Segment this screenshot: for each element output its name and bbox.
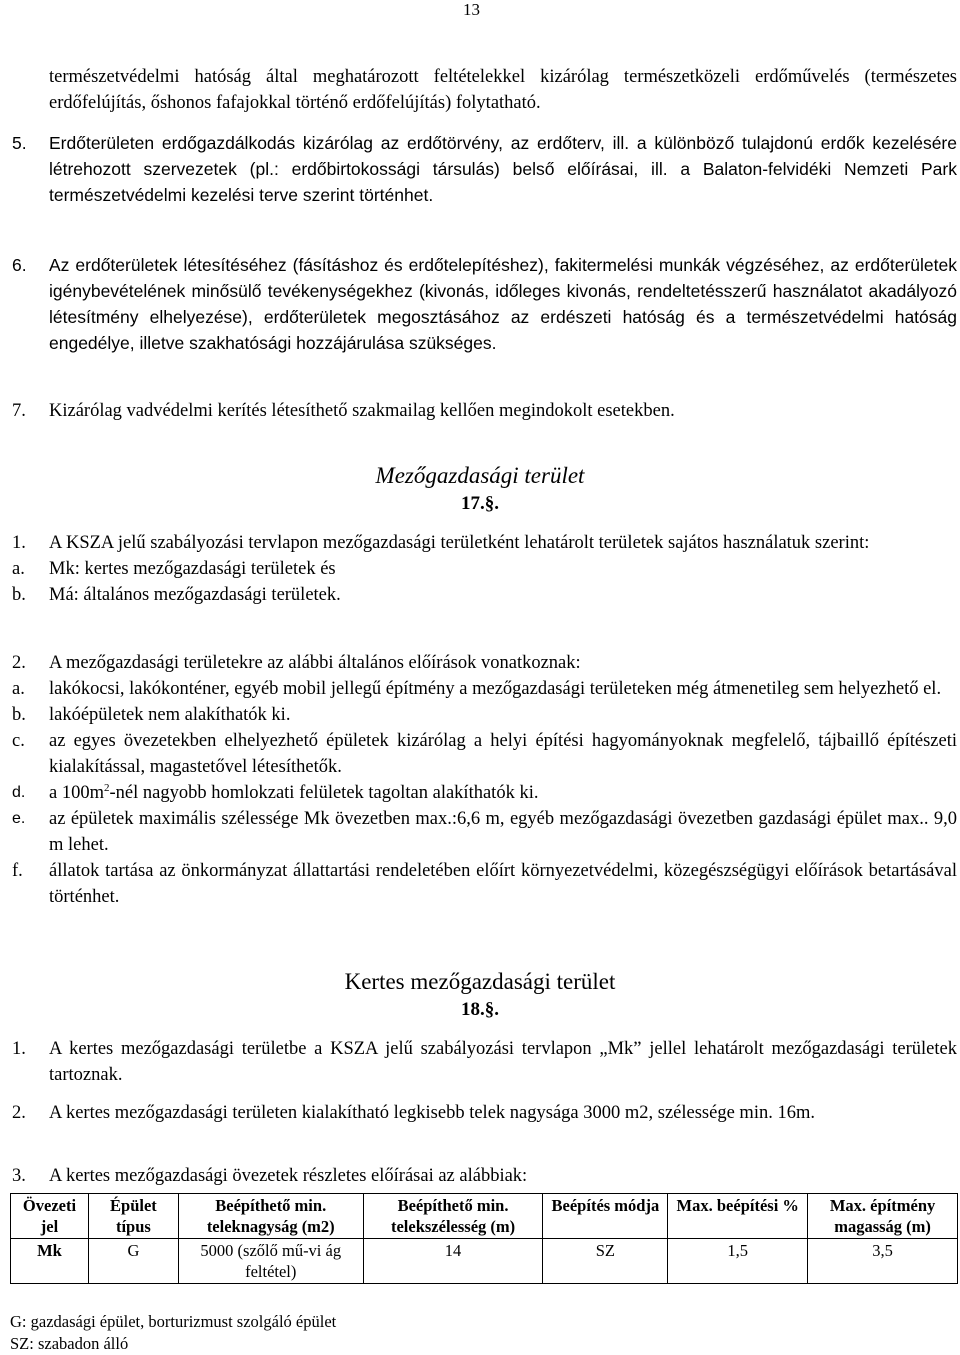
superscript: 2 <box>103 781 110 794</box>
forest-item-5 <box>12 130 957 208</box>
item-text: Erdőterületen erdőgazdálkodás kizárólag az erdőtörvény, az erdőterv, ill. a különböző tulajdonú erdők kezelésére létrehozott szervezetek (pl.: erdőbirtokossági társulás) belső előírásai, ill. a Balaton-felvidéki Nemzeti Park természetvédelmi kezelési terve szerint történhet. <box>49 133 957 205</box>
item-text: Az erdőterületek létesítéséhez (fásításhoz és erdőtelepítéshez), fakitermelési munkák végzéséhez, az erdőterületek igénybevételének minősülő tevékenységekhez (kivonás, időleges kivonás, rendeltetésszerű használatot akadályozó létesítmény elhelyezése), erdőterületek megosztásához az erdészeti hatóság és a természetvédelmi hatóság engedélye, illetve szakhatósági hozzájárulása szükséges. <box>49 255 957 353</box>
section-18-heading <box>0 968 960 1024</box>
section-17-heading <box>0 462 960 518</box>
item-text: A KSZA jelű szabályozási tervlapon mezőgazdasági területként lehatárolt területek sajátos használatuk szerint: <box>49 533 870 553</box>
sub-text-before: a 100m <box>49 783 104 803</box>
sub-item-b <box>12 702 957 728</box>
sub-letter: c. <box>12 731 25 751</box>
table-cell: 14 <box>363 1239 543 1284</box>
header-cell: Beépítés módja <box>543 1194 668 1239</box>
table-row <box>11 1239 958 1284</box>
header-cell: Épület típus <box>88 1194 178 1239</box>
s18-item-2 <box>12 1100 957 1126</box>
s17-item-1 <box>12 530 957 608</box>
sub-text: Má: általános mezőgazdasági területek. <box>49 585 341 605</box>
sub-item <box>12 582 957 608</box>
item-text: A kertes mezőgazdasági területen kialakítható legkisebb telek nagysága 3000 m2, szélessége min. 16m. <box>49 1103 815 1123</box>
header-cell: Övezeti jel <box>11 1194 89 1239</box>
sub-text: az egyes övezetekben elhelyezhető épületek kizárólag a helyi építési hagyományoknak megfelelő, tájbaillő építészeti kialakítással, magastetővel létesíthetők. <box>49 731 957 777</box>
forest-item-7 <box>12 398 957 424</box>
sub-text: lakókocsi, lakókonténer, egyéb mobil jellegű építmény a mezőgazdasági területeken még átmenetileg sem helyezhető el. <box>49 679 942 699</box>
footnote-g: G: gazdasági épület, borturizmust szolgáló épület <box>10 1312 337 1331</box>
item-number: 7. <box>12 401 26 421</box>
zone-requirements-table <box>10 1193 958 1284</box>
intro-text: természetvédelmi hatóság által meghatározott feltételekkel kizárólag természetközeli erdőművelés (természetes erdőfelújítás, őshonos fafajokkal történő erdőfelújítás) folytatható. <box>49 67 957 113</box>
item-text: A kertes mezőgazdasági területbe a KSZA jelű szabályozási tervlapon „Mk” jellel lehatárolt mezőgazdasági területek tartoznak. <box>49 1039 957 1085</box>
header-cell: Max. építmény magasság (m) <box>808 1194 958 1239</box>
sub-item-e <box>12 806 957 858</box>
table-cell: 3,5 <box>808 1239 958 1284</box>
table-cell: Mk <box>11 1239 89 1284</box>
item-number: 6. <box>12 255 27 275</box>
intro-paragraph <box>12 64 957 116</box>
sub-text: az épületek maximális szélessége Mk övezetben max.:6,6 m, egyéb mezőgazdasági övezetben gazdasági épület max.. 9,0 m lehet. <box>49 809 957 855</box>
header-cell: Beépíthető min. teleknagyság (m2) <box>178 1194 363 1239</box>
sub-letter: a. <box>12 559 25 579</box>
sub-item-a <box>12 676 957 702</box>
section-number: 17.§. <box>461 493 499 514</box>
item-number: 5. <box>12 133 27 153</box>
table-cell: 5000 (szőlő mű-vi ág feltétel) <box>178 1239 363 1284</box>
forest-item-6 <box>12 252 957 356</box>
sub-item <box>12 556 957 582</box>
s17-item-2 <box>12 650 957 910</box>
sub-text: lakóépületek nem alakíthatók ki. <box>49 705 291 725</box>
sub-text: állatok tartása az önkormányzat állattartási rendeletében előírt környezetvédelmi, közegészségügyi előírások betartásával történhet. <box>49 861 957 907</box>
section-number: 18.§. <box>461 999 499 1020</box>
sub-letter: a. <box>12 679 25 699</box>
sub-letter: b. <box>12 705 26 725</box>
item-number: 2. <box>12 653 26 673</box>
sub-item-d <box>12 780 957 806</box>
sub-item-c <box>12 728 957 780</box>
header-cell: Beépíthető min. telekszélesség (m) <box>363 1194 543 1239</box>
table-cell: G <box>88 1239 178 1284</box>
header-cell: Max. beépítési % <box>668 1194 808 1239</box>
footnote-sz: SZ: szabadon álló <box>10 1334 129 1353</box>
sub-text: Mk: kertes mezőgazdasági területek és <box>49 559 336 579</box>
item-text: Kizárólag vadvédelmi kerítés létesíthető szakmailag kellően megindokolt esetekben. <box>49 401 675 421</box>
page-number: 13 <box>463 0 480 19</box>
item-text: A mezőgazdasági területekre az alábbi általános előírások vonatkoznak: <box>49 653 581 673</box>
table-header-row <box>11 1194 958 1239</box>
item-number: 3. <box>12 1166 26 1186</box>
item-number: 1. <box>12 533 26 553</box>
sub-letter: b. <box>12 585 26 605</box>
table-cell: 1,5 <box>668 1239 808 1284</box>
sub-letter: d. <box>12 784 26 801</box>
item-number: 2. <box>12 1103 26 1123</box>
s18-item-3 <box>12 1164 957 1188</box>
sub-letter: f. <box>12 861 23 881</box>
s18-item-1 <box>12 1036 957 1088</box>
table-cell: SZ <box>543 1239 668 1284</box>
item-text: A kertes mezőgazdasági övezetek részletes előírásai az alábbiak: <box>49 1166 528 1186</box>
section-title: Mezőgazdasági terület <box>375 463 585 488</box>
item-number: 1. <box>12 1039 26 1059</box>
sub-item-f <box>12 858 957 910</box>
sub-letter: e. <box>12 810 26 827</box>
section-title: Kertes mezőgazdasági terület <box>344 969 616 994</box>
sub-text-after: -nél nagyobb homlokzati felületek tagoltan alakíthatók ki. <box>109 783 539 803</box>
